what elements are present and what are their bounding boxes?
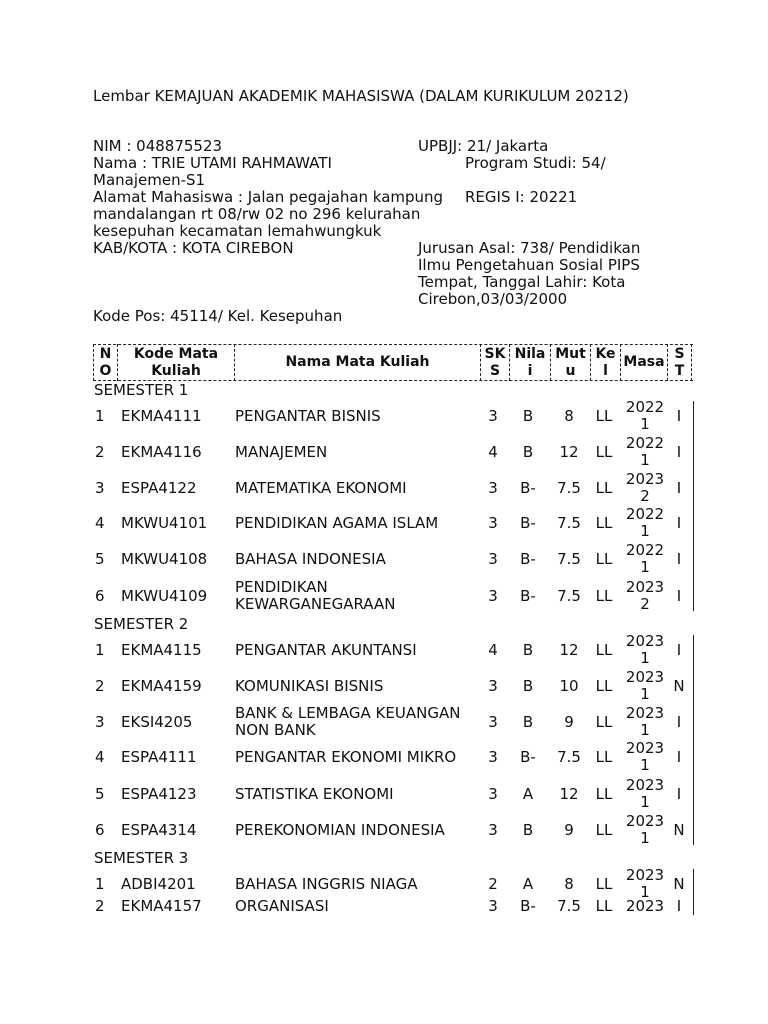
cell-kode: ESPA4314 — [121, 820, 197, 839]
cell-masa: 2023 1 — [625, 704, 665, 739]
header-kode: Kode Mata Kuliah — [133, 345, 219, 379]
cell-nilai: B — [522, 820, 534, 839]
semester-label: SEMESTER 2 — [94, 615, 189, 633]
table-row — [93, 399, 693, 433]
cell-no: 6 — [95, 820, 105, 839]
cell-mutu: 10 — [559, 676, 579, 695]
cell-masa: 2023 — [625, 896, 665, 915]
table-row — [93, 740, 693, 774]
cell-sks: 3 — [488, 676, 498, 695]
cell-ket: LL — [595, 406, 613, 425]
header-sks: SK S — [484, 345, 506, 379]
cell-mutu: 8 — [564, 406, 574, 425]
document-title: Lembar KEMAJUAN AKADEMIK MAHASISWA (DALAM KURIKULUM 20212) — [93, 87, 629, 105]
table-right-border — [693, 869, 694, 915]
table-row — [93, 435, 693, 469]
cell-nama: BANK & LEMBAGA KEUANGAN NON BANK — [235, 704, 461, 739]
cell-no: 3 — [95, 478, 105, 497]
cell-mutu: 7.5 — [557, 478, 581, 497]
cell-mutu: 12 — [559, 442, 579, 461]
cell-nama: BAHASA INGGRIS NIAGA — [235, 874, 418, 893]
cell-ket: LL — [595, 513, 613, 532]
cell-st: I — [676, 478, 682, 497]
cell-nama: PENGANTAR EKONOMI MIKRO — [235, 747, 457, 766]
cell-st: N — [673, 820, 685, 839]
table-row — [93, 579, 693, 613]
cell-sks: 3 — [488, 513, 498, 532]
header-no: N O — [99, 345, 112, 379]
cell-masa: 2022 1 — [625, 398, 665, 433]
cell-nilai: B- — [520, 747, 536, 766]
header-st: S T — [674, 345, 685, 379]
cell-no: 2 — [95, 676, 105, 695]
cell-mutu: 9 — [564, 712, 574, 731]
cell-kode: ADBI4201 — [121, 874, 196, 893]
table-right-border — [693, 401, 694, 611]
cell-nilai: B- — [520, 478, 536, 497]
cell-sks: 2 — [488, 874, 498, 893]
kode-pos: Kode Pos: 45114/ Kel. Kesepuhan — [93, 307, 343, 325]
cell-nilai: B — [522, 676, 534, 695]
cell-sks: 3 — [488, 820, 498, 839]
cell-st: I — [676, 747, 682, 766]
table-row — [93, 542, 693, 576]
cell-st: I — [676, 640, 682, 659]
cell-ket: LL — [595, 586, 613, 605]
cell-ket: LL — [595, 747, 613, 766]
cell-kode: EKMA4115 — [121, 640, 202, 659]
semester-label: SEMESTER 1 — [94, 381, 189, 399]
cell-kode: MKWU4101 — [121, 513, 208, 532]
cell-kode: EKMA4159 — [121, 676, 202, 695]
table-row — [93, 669, 693, 703]
cell-mutu: 9 — [564, 820, 574, 839]
cell-nama: PENDIDIKAN AGAMA ISLAM — [235, 513, 439, 532]
cell-kode: ESPA4111 — [121, 747, 197, 766]
header-mutu: Mut u — [555, 345, 586, 379]
header-nama: Nama Mata Kuliah — [285, 354, 430, 370]
student-name: Nama : TRIE UTAMI RAHMAWATI — [93, 154, 332, 172]
cell-no: 4 — [95, 513, 105, 532]
cell-kode: EKMA4116 — [121, 442, 202, 461]
cell-nilai: B — [522, 712, 534, 731]
table-row — [93, 633, 693, 667]
cell-st: N — [673, 874, 685, 893]
cell-st: I — [676, 442, 682, 461]
cell-no: 2 — [95, 896, 105, 915]
cell-kode: EKSI4205 — [121, 712, 193, 731]
table-header — [93, 344, 693, 381]
cell-mutu: 8 — [564, 874, 574, 893]
cell-ket: LL — [595, 712, 613, 731]
cell-nilai: B — [522, 406, 534, 425]
cell-kode: ESPA4122 — [121, 478, 197, 497]
cell-mutu: 7.5 — [557, 896, 581, 915]
cell-no: 5 — [95, 549, 105, 568]
cell-kode: MKWU4109 — [121, 586, 208, 605]
cell-st: I — [676, 784, 682, 803]
cell-mutu: 7.5 — [557, 513, 581, 532]
cell-ket: LL — [595, 784, 613, 803]
upbjj: UPBJJ: 21/ Jakarta — [418, 137, 549, 155]
program-studi-cont: Manajemen-S1 — [93, 171, 206, 189]
jurusan-asal: Jurusan Asal: 738/ Pendidikan Ilmu Pengetahuan Sosial PIPS — [418, 239, 641, 274]
cell-nama: ORGANISASI — [235, 896, 329, 915]
cell-no: 1 — [95, 406, 105, 425]
table-row — [93, 777, 693, 811]
table-row — [93, 813, 693, 847]
cell-mutu: 12 — [559, 784, 579, 803]
cell-sks: 3 — [488, 478, 498, 497]
cell-sks: 4 — [488, 640, 498, 659]
cell-masa: 2022 1 — [625, 505, 665, 540]
cell-masa: 2023 1 — [625, 668, 665, 703]
cell-nilai: A — [522, 784, 534, 803]
table-row — [93, 895, 693, 917]
program-studi: Program Studi: 54/ — [465, 154, 606, 172]
cell-ket: LL — [595, 676, 613, 695]
cell-masa: 2023 2 — [625, 470, 665, 505]
regis: REGIS I: 20221 — [465, 188, 578, 206]
cell-ket: LL — [595, 896, 613, 915]
cell-sks: 3 — [488, 712, 498, 731]
cell-mutu: 7.5 — [557, 747, 581, 766]
cell-st: I — [676, 406, 682, 425]
cell-nama: MANAJEMEN — [235, 442, 328, 461]
cell-no: 5 — [95, 784, 105, 803]
table-row — [93, 506, 693, 540]
cell-nilai: B- — [520, 896, 536, 915]
cell-nilai: B- — [520, 586, 536, 605]
cell-sks: 3 — [488, 896, 498, 915]
cell-ket: LL — [595, 874, 613, 893]
cell-nama: PENGANTAR BISNIS — [235, 406, 381, 425]
cell-no: 3 — [95, 712, 105, 731]
kab-kota: KAB/KOTA : KOTA CIREBON — [93, 239, 294, 257]
cell-nama: PEREKONOMIAN INDONESIA — [235, 820, 445, 839]
cell-st: N — [673, 676, 685, 695]
cell-sks: 3 — [488, 586, 498, 605]
cell-nilai: A — [522, 874, 534, 893]
semester-label: SEMESTER 3 — [94, 849, 189, 867]
cell-masa: 2023 1 — [625, 866, 665, 901]
cell-no: 1 — [95, 640, 105, 659]
cell-masa: 2023 2 — [625, 578, 665, 613]
header-masa: Masa — [623, 354, 665, 370]
student-address: Alamat Mahasiswa : Jalan pegajahan kampung mandalangan rt 08/rw 02 no 296 kelurahan kesepuhan kecamatan lemahwungkuk — [93, 188, 444, 240]
cell-st: I — [676, 896, 682, 915]
cell-nama: BAHASA INDONESIA — [235, 549, 386, 568]
cell-sks: 3 — [488, 784, 498, 803]
cell-kode: EKMA4157 — [121, 896, 202, 915]
cell-nilai: B — [522, 442, 534, 461]
cell-mutu: 7.5 — [557, 586, 581, 605]
cell-nama: KOMUNIKASI BISNIS — [235, 676, 384, 695]
cell-nama: STATISTIKA EKONOMI — [235, 784, 394, 803]
cell-ket: LL — [595, 478, 613, 497]
cell-nama: PENDIDIKAN KEWARGANEGARAAN — [235, 578, 396, 613]
cell-masa: 2022 1 — [625, 434, 665, 469]
cell-mutu: 12 — [559, 640, 579, 659]
cell-st: I — [676, 513, 682, 532]
cell-masa: 2023 1 — [625, 776, 665, 811]
cell-no: 4 — [95, 747, 105, 766]
cell-mutu: 7.5 — [557, 549, 581, 568]
cell-nama: MATEMATIKA EKONOMI — [235, 478, 407, 497]
table-row — [93, 471, 693, 505]
cell-masa: 2022 1 — [625, 541, 665, 576]
cell-sks: 3 — [488, 747, 498, 766]
cell-masa: 2023 1 — [625, 739, 665, 774]
cell-ket: LL — [595, 640, 613, 659]
cell-kode: ESPA4123 — [121, 784, 197, 803]
table-row — [93, 705, 693, 739]
cell-nama: PENGANTAR AKUNTANSI — [235, 640, 417, 659]
birth-place-date: Tempat, Tanggal Lahir: Kota Cirebon,03/03/2000 — [418, 273, 626, 308]
cell-kode: MKWU4108 — [121, 549, 208, 568]
cell-no: 6 — [95, 586, 105, 605]
header-ket: Ke l — [595, 345, 616, 379]
cell-nilai: B- — [520, 513, 536, 532]
cell-st: I — [676, 586, 682, 605]
cell-sks: 3 — [488, 406, 498, 425]
header-nilai: Nila i — [514, 345, 546, 379]
cell-st: I — [676, 712, 682, 731]
cell-ket: LL — [595, 820, 613, 839]
table-right-border — [693, 635, 694, 845]
cell-ket: LL — [595, 549, 613, 568]
cell-ket: LL — [595, 442, 613, 461]
cell-sks: 4 — [488, 442, 498, 461]
cell-kode: EKMA4111 — [121, 406, 202, 425]
cell-nilai: B — [522, 640, 534, 659]
cell-masa: 2023 1 — [625, 632, 665, 667]
cell-no: 2 — [95, 442, 105, 461]
cell-st: I — [676, 549, 682, 568]
cell-sks: 3 — [488, 549, 498, 568]
cell-masa: 2023 1 — [625, 812, 665, 847]
cell-nilai: B- — [520, 549, 536, 568]
cell-no: 1 — [95, 874, 105, 893]
nim: NIM : 048875523 — [93, 137, 223, 155]
